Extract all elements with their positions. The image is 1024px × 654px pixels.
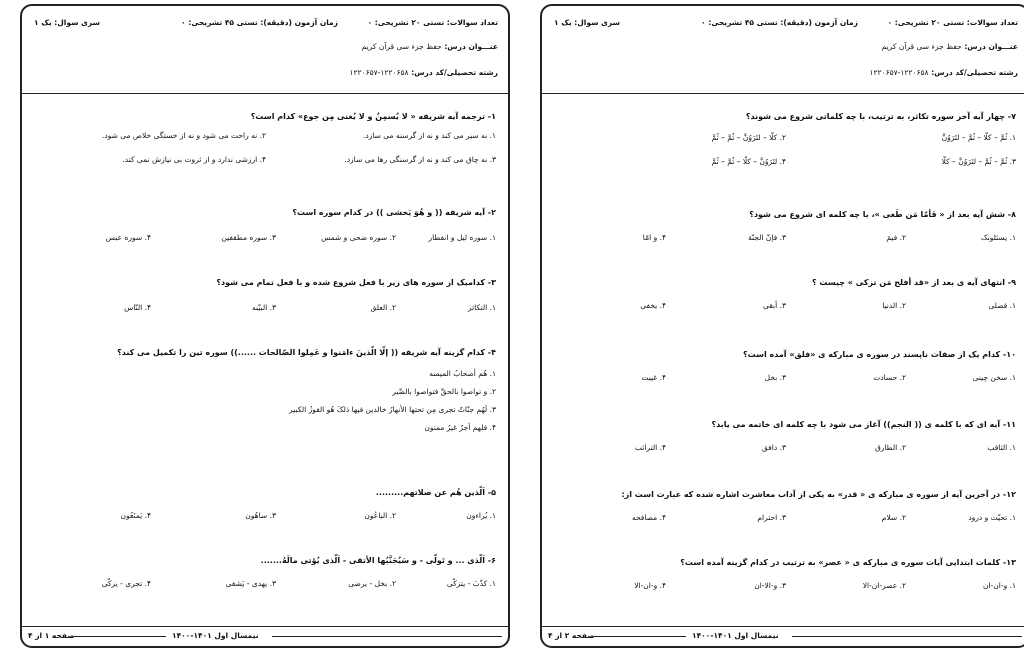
option[interactable]: ۱. ثُمَّ – کلّا – ثُمَّ – لتَرَوُنَّ — [941, 133, 1016, 142]
course-code-label: رشته تحصیلی/کد درس: — [411, 68, 498, 77]
option[interactable]: ۴. النّاس — [124, 303, 151, 312]
question-text: ۸- شش آیه بعد از « فَأمّا مَن طَغی »، با چه کلمه ای شروع می شود؟ — [749, 210, 1016, 219]
question-item — [554, 278, 1016, 315]
options-row — [554, 301, 1016, 315]
options-row — [554, 513, 1016, 527]
question-text: ۵- اَلّذین هُم عن صلاتهم......... — [375, 488, 496, 497]
question-text: ۲- آیه شریفه (( و هُوَ یَخشی )) در کدام سوره است؟ — [292, 208, 496, 217]
question-text: ۳- کدامیک از سوره های زیر با فعل شروع شده و با فعل تمام می شود؟ — [216, 278, 496, 287]
option[interactable]: ۲. عصر-ان-الا — [862, 581, 906, 590]
option[interactable]: ۲. الدنیا — [882, 301, 906, 310]
options-row — [34, 579, 496, 593]
options-row — [554, 581, 1016, 595]
option[interactable]: ۳. فإنّ الجنّة — [747, 233, 786, 242]
question-item — [554, 558, 1016, 595]
question-item — [34, 488, 496, 525]
option[interactable]: ۲. سلام — [881, 513, 906, 522]
question-text: ۹- انتهای آیه ی بعد از «قد أفلح مَن تزکی » چیست ؟ — [811, 278, 1016, 287]
option[interactable]: ۲. کلّا – لتَرَوُنَّ – ثُمَّ – ثُمَّ — [711, 133, 786, 142]
course-code-label: رشته تحصیلی/کد درس: — [931, 68, 1018, 77]
course-title-value: حفظ جزء سی قرآن کریم — [881, 42, 962, 51]
question-series: سری سوال: یک ۱ — [34, 18, 100, 27]
option[interactable]: ۴. و-ان-الا — [634, 581, 666, 590]
option[interactable]: ۴. غیبت — [641, 373, 666, 382]
question-item — [34, 556, 496, 593]
option[interactable]: ۴. یخفی — [640, 301, 666, 310]
course-code — [349, 68, 498, 77]
question-item — [554, 350, 1016, 387]
footer-divider — [272, 636, 502, 637]
option[interactable]: ۴. لتَرَوُنَّ – کلّا – ثُمَّ – ثُمَّ — [711, 157, 786, 166]
page-header — [22, 6, 508, 94]
course-title-value: حفظ جزء سی قرآن کریم — [361, 42, 442, 51]
question-text: ۱۳- کلمات ابتدایی آیات سوره ی مبارکه ی « عصر» به ترتیب در کدام گزینه آمده است؟ — [680, 558, 1016, 567]
course-code-value: ۱۲۲۰۶۵۸-۱۲۲۰۶۵۷ — [349, 68, 409, 77]
options-row — [34, 511, 496, 525]
questions-area — [542, 98, 1024, 624]
option[interactable]: ۲. و تواصوا بالحقِّ فتواصوا بالصَّبر — [392, 387, 496, 396]
option[interactable]: ۲. حسادت — [873, 373, 906, 382]
course-title — [882, 42, 1018, 51]
option[interactable]: ۱. سوره لیل و انفطار — [428, 233, 496, 242]
question-text: ۱۱- آیه ای که با کلمه ی (( النجم)) آغاز می شود با چه کلمه ای خاتمه می یابد؟ — [711, 420, 1016, 429]
option[interactable]: ۳. یهدی - یَشقی — [225, 579, 276, 588]
question-series: سری سوال: یک ۱ — [554, 18, 620, 27]
page-header — [542, 6, 1024, 94]
option[interactable]: ۱. فصلی — [988, 301, 1016, 310]
option[interactable]: ۴. سوره عبس — [105, 233, 151, 242]
option[interactable]: ۳. دافق — [761, 443, 786, 452]
question-count: تعداد سوالات: تستی ۲۰ تشریحی: ۰ — [887, 18, 1018, 27]
question-text: ۷- چهار آیه آخر سوره تکاثر، به ترتیب، با چه کلماتی شروع می شوند؟ — [745, 112, 1016, 121]
options-row — [554, 233, 1016, 247]
question-text: ۶- اَلّذی ... و تَولّی - و سَیُجَنَّبُها الأتقی - اَلّذی یُؤتی مالَهُ....... — [260, 556, 496, 565]
option[interactable]: ۳. نه چاق می کند و نه از گرسنگی رها می سازد. — [344, 155, 496, 164]
options-row — [554, 373, 1016, 387]
option[interactable]: ۱. نه سیر می کند و نه از گرسنه می سازد. — [363, 131, 496, 140]
option[interactable]: ۳. البیّنه — [252, 303, 276, 312]
exam-page-1 — [20, 4, 510, 648]
options-row — [34, 131, 496, 145]
question-text: ۴- کدام گزینه آیه شریفه (( إلّا الّذینَ ءامَنوا و عَمِلوا الصّالحات ......)) سوره تین را تکمیل می کند؟ — [117, 348, 496, 357]
option[interactable]: ۳. لَهُم جنّاتٌ تجری مِن تحتها الأنهارُ خالدین فیها ذلکَ هُو الفوزُ الکبیر — [289, 405, 496, 414]
option[interactable]: ۲. بخل - یرضی — [348, 579, 396, 588]
footer-divider — [792, 636, 1022, 637]
question-item — [34, 278, 496, 317]
question-count: تعداد سوالات: تستی ۲۰ تشریحی: ۰ — [367, 18, 498, 27]
option[interactable]: ۳. أبقی — [762, 301, 786, 310]
semester-label: نیمسال اول ۱۴۰۱-۱۴۰۰ — [172, 631, 259, 640]
option[interactable]: ۲. فیمَ — [886, 233, 906, 242]
option[interactable]: ۱. سخن چینی — [972, 373, 1016, 382]
questions-area — [22, 98, 508, 624]
option[interactable]: ۱. الثاقب — [987, 443, 1016, 452]
question-item — [34, 112, 496, 169]
options-row — [34, 303, 496, 317]
question-text: ۱۲- در آخرین آیه از سوره ی مبارکه ی « قدر» به یکی از آداب معاشرت اشاره شده که عبارت است از: — [621, 490, 1016, 499]
page-footer — [542, 626, 1024, 646]
question-item — [34, 348, 496, 432]
option[interactable]: ۳. بخل — [764, 373, 786, 382]
option[interactable]: ۳. احترام — [757, 513, 786, 522]
course-title-label: عنـــوان درس: — [964, 42, 1018, 51]
footer-divider — [74, 636, 166, 637]
page-number: صفحه ۱ از ۴ — [28, 631, 75, 640]
option[interactable]: ۴. فلهم أجرٌ غیرُ ممنون — [424, 423, 496, 432]
question-item — [554, 490, 1016, 527]
option[interactable]: ۲. سوره ضحی و شمس — [321, 233, 396, 242]
option[interactable]: ۴. ارزشی ندارد و از ثروت بی نیازش نمی کند. — [122, 155, 266, 164]
question-text: ۱- ترجمه آیه شریفه « لا یُسمِنُ و لا یُغنی مِن جوع» کدام است؟ — [250, 112, 496, 121]
exam-time: زمان آزمون (دقیقه): تستی ۴۵ تشریحی: ۰ — [181, 18, 338, 27]
course-code-value: ۱۲۲۰۶۵۸-۱۲۲۰۶۵۷ — [869, 68, 929, 77]
option[interactable]: ۲. العلق — [370, 303, 396, 312]
option[interactable]: ۲. الباعُون — [364, 511, 396, 520]
option[interactable]: ۱. التکاثر — [467, 303, 496, 312]
option[interactable]: ۳. ثُمَّ – ثُمَّ – لتَرَوُنَّ – کلّا — [941, 157, 1016, 166]
page-number: صفحه ۲ از ۴ — [548, 631, 595, 640]
course-title-label: عنـــوان درس: — [444, 42, 498, 51]
exam-page-2 — [540, 4, 1024, 648]
option[interactable]: ۳. و-الا-ان — [754, 581, 786, 590]
course-code — [869, 68, 1018, 77]
page-footer — [22, 626, 508, 646]
options-row — [554, 157, 1016, 171]
options-row — [34, 155, 496, 169]
option[interactable]: ۴. تجری - یزکّی — [101, 579, 151, 588]
option[interactable]: ۱. یُراءون — [466, 511, 496, 520]
option[interactable]: ۲. نه راحت می شود و نه از خستگی خلاص می شود. — [102, 131, 266, 140]
option[interactable]: ۱. یسئلونک — [981, 233, 1016, 242]
option[interactable]: ۲. الطارق — [874, 443, 906, 452]
course-title — [362, 42, 498, 51]
question-item — [554, 420, 1016, 457]
footer-divider — [594, 636, 686, 637]
semester-label: نیمسال اول ۱۴۰۱-۱۴۰۰ — [692, 631, 779, 640]
option[interactable]: ۴. یَمنَعُون — [120, 511, 151, 520]
option[interactable]: ۳. سوره مطففین — [221, 233, 276, 242]
option[interactable]: ۱. کذّبَ - یتزکّی — [446, 579, 496, 588]
question-item — [554, 112, 1016, 171]
option[interactable]: ۱. و-ان-ان — [982, 581, 1016, 590]
options-row — [34, 233, 496, 247]
option[interactable]: ۱. هُم أصحابُ المیمنه — [429, 369, 496, 378]
options-row — [554, 133, 1016, 147]
question-item — [34, 208, 496, 247]
exam-time: زمان آزمون (دقیقه): تستی ۴۵ تشریحی: ۰ — [701, 18, 858, 27]
option[interactable]: ۳. ساهُون — [245, 511, 276, 520]
question-item — [554, 210, 1016, 247]
question-text: ۱۰- کدام یک از صفات ناپسند در سوره ی مبارکه ی «فلق» آمده است؟ — [742, 350, 1016, 359]
option[interactable]: ۱. تحیّت و درود — [968, 513, 1016, 522]
option[interactable]: ۴. مصافحه — [631, 513, 666, 522]
option[interactable]: ۴. و امّا — [642, 233, 666, 242]
options-row — [554, 443, 1016, 457]
option[interactable]: ۴. الترائب — [634, 443, 666, 452]
